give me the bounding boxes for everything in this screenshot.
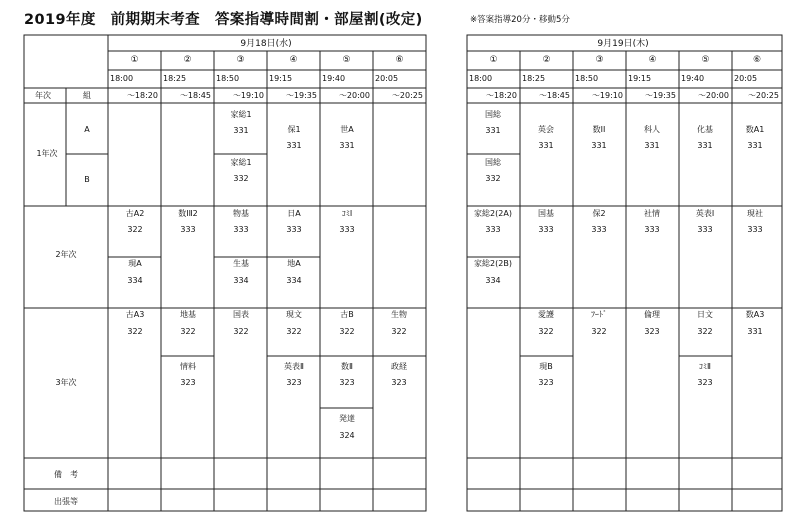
right-date: 9月19日(木) (597, 39, 649, 49)
right-cell-text: 333 (644, 225, 660, 234)
left-period-3: ③ (236, 55, 245, 65)
right-cell-text: 倫理 (644, 310, 660, 319)
right-cell-text: 333 (485, 225, 501, 234)
right-end-time-2: 〜18:45 (538, 91, 570, 100)
right-cell-text: 334 (485, 276, 501, 285)
right-start-time-2: 18:25 (522, 74, 546, 83)
left-cell-text: 322 (127, 225, 143, 234)
left-cell-text: 331 (339, 141, 355, 150)
left-cell-text: 323 (180, 378, 196, 387)
right-cell-text: 323 (538, 378, 554, 387)
left-cell-text: 322 (391, 327, 407, 336)
right-cell-text: ｺﾐⅡ (699, 362, 711, 371)
right-cell-text: 333 (538, 225, 554, 234)
left-period-4: ④ (289, 55, 298, 65)
class-b-label: B (84, 175, 90, 184)
right-cell-text: 国総 (485, 158, 501, 167)
class-a-label: A (84, 125, 90, 134)
right-cell-text: 323 (644, 327, 660, 336)
remarks-label: 備 考 (54, 470, 78, 479)
right-period-2: ② (542, 55, 551, 65)
right-period-1: ① (489, 55, 498, 65)
note-text: ※答案指導20分・移動5分 (470, 15, 570, 25)
right-cell-text: 331 (747, 327, 763, 336)
right-cell-text: 現社 (747, 209, 763, 218)
right-cell-text: 数A3 (745, 310, 765, 319)
right-cell-text: 保2 (592, 209, 606, 218)
left-cell-text: 333 (180, 225, 196, 234)
left-cell-text: 331 (286, 141, 302, 150)
right-start-time-1: 18:00 (469, 74, 493, 83)
left-cell-text: 322 (233, 327, 249, 336)
right-cell-text: 331 (485, 126, 501, 135)
left-cell-text: 地A (287, 259, 301, 268)
right-period-5: ⑤ (701, 55, 710, 65)
left-cell-text: 334 (127, 276, 143, 285)
right-cell-text: 322 (538, 327, 554, 336)
right-cell-text: ﾌｰﾄﾞ (591, 310, 607, 319)
right-end-time-4: 〜19:35 (644, 91, 676, 100)
right-start-time-6: 20:05 (734, 74, 758, 83)
right-cell-text: 数A1 (745, 125, 765, 134)
right-cell-text: 331 (747, 141, 763, 150)
class-header: 組 (83, 91, 91, 100)
left-end-time-6: 〜20:25 (391, 91, 423, 100)
grade2-label: 2年次 (55, 250, 77, 259)
left-table-border (24, 35, 426, 511)
right-period-4: ④ (648, 55, 657, 65)
right-cell-text: 322 (697, 327, 713, 336)
left-period-1: ① (130, 55, 139, 65)
left-cell-text: 世A (340, 125, 354, 134)
right-cell-text: 科人 (644, 125, 660, 134)
right-cell-text: 家総2(2A) (474, 209, 512, 218)
left-cell-text: 333 (339, 225, 355, 234)
left-cell-text: ｺﾐⅠ (341, 209, 353, 218)
right-end-time-5: 〜20:00 (697, 91, 729, 100)
left-cell-text: 331 (233, 126, 249, 135)
left-cell-text: 国表 (233, 310, 249, 319)
right-cell-text: 日文 (697, 310, 713, 319)
right-cell-text: 家総2(2B) (474, 259, 512, 268)
right-cell-text: 現B (539, 362, 553, 371)
business-trip-label: 出張等 (54, 497, 78, 506)
grade3-label: 3年次 (55, 378, 77, 387)
right-cell-text: 331 (538, 141, 554, 150)
right-cell-text: 333 (747, 225, 763, 234)
left-end-time-1: 〜18:20 (126, 91, 158, 100)
right-cell-text: 333 (697, 225, 713, 234)
right-period-3: ③ (595, 55, 604, 65)
left-end-time-4: 〜19:35 (285, 91, 317, 100)
left-period-2: ② (183, 55, 192, 65)
right-start-time-3: 18:50 (575, 74, 599, 83)
left-start-time-1: 18:00 (110, 74, 134, 83)
right-end-time-1: 〜18:20 (485, 91, 517, 100)
right-end-time-3: 〜19:10 (591, 91, 623, 100)
right-cell-text: 数ⅠⅠ (592, 125, 606, 134)
left-cell-text: 332 (233, 174, 249, 183)
left-cell-text: 政経 (391, 362, 407, 371)
left-cell-text: 数Ⅱ (341, 362, 353, 371)
left-cell-text: 333 (286, 225, 302, 234)
left-end-time-5: 〜20:00 (338, 91, 370, 100)
left-cell-text: 日A (287, 209, 301, 218)
left-cell-text: 生物 (391, 310, 407, 319)
right-cell-text: 331 (591, 141, 607, 150)
left-cell-text: 古A2 (125, 209, 145, 218)
right-cell-text: 331 (697, 141, 713, 150)
left-cell-text: 323 (391, 378, 407, 387)
left-cell-text: 地基 (180, 310, 196, 319)
right-cell-text: 322 (591, 327, 607, 336)
left-period-5: ⑤ (342, 55, 351, 65)
left-cell-text: 323 (286, 378, 302, 387)
left-cell-text: 物基 (233, 209, 249, 218)
right-cell-text: 社情 (644, 209, 660, 218)
left-cell-text: 322 (339, 327, 355, 336)
left-cell-text: 数ⅠⅡ2 (178, 209, 198, 218)
year-header: 年次 (35, 91, 51, 100)
right-cell-text: 323 (697, 378, 713, 387)
left-period-6: ⑥ (395, 55, 404, 65)
right-cell-text: 332 (485, 174, 501, 183)
right-start-time-5: 19:40 (681, 74, 705, 83)
right-cell-text: 国基 (538, 209, 554, 218)
left-cell-text: 家総1 (230, 158, 252, 167)
left-cell-text: 323 (339, 378, 355, 387)
right-period-6: ⑥ (752, 55, 762, 65)
left-cell-text: 英表Ⅱ (284, 362, 304, 371)
right-cell-text: 英表Ⅰ (695, 209, 715, 218)
left-cell-text: 生基 (233, 259, 249, 268)
left-start-time-6: 20:05 (375, 74, 399, 83)
left-cell-text: 情料 (180, 362, 196, 371)
grade1-label: 1年次 (36, 149, 58, 158)
left-cell-text: 古B (340, 310, 354, 319)
left-cell-text: 現A (128, 259, 142, 268)
right-cell-text: 国総 (485, 110, 501, 119)
left-cell-text: 334 (233, 276, 249, 285)
left-cell-text: 322 (127, 327, 143, 336)
left-cell-text: 現文 (286, 310, 302, 319)
right-table-border (467, 35, 782, 511)
right-start-time-4: 19:15 (628, 74, 652, 83)
right-cell-text: 331 (644, 141, 660, 150)
left-cell-text: 333 (233, 225, 249, 234)
left-cell-text: 古A3 (125, 310, 145, 319)
left-start-time-4: 19:15 (269, 74, 293, 83)
left-cell-text: 322 (286, 327, 302, 336)
left-start-time-5: 19:40 (322, 74, 346, 83)
left-cell-text: 322 (180, 327, 196, 336)
left-start-time-2: 18:25 (163, 74, 187, 83)
page-title: 2019年度 前期期末考査 答案指導時間割・部屋割(改定) (24, 12, 423, 28)
right-cell-text: 英会 (538, 125, 554, 134)
left-cell-text: 324 (339, 431, 355, 440)
right-cell-text: 愛護 (538, 310, 554, 319)
right-cell-text: 333 (591, 225, 607, 234)
left-cell-text: 334 (286, 276, 302, 285)
left-start-time-3: 18:50 (216, 74, 240, 83)
right-cell-text: 化基 (697, 125, 713, 134)
left-cell-text: 発達 (339, 414, 355, 423)
left-cell-text: 家総1 (230, 110, 252, 119)
left-end-time-2: 〜18:45 (179, 91, 211, 100)
left-cell-text: 保1 (287, 125, 301, 134)
left-end-time-3: 〜19:10 (232, 91, 264, 100)
right-end-time-6: 〜20:25 (747, 91, 779, 100)
left-date: 9月18日(水) (240, 39, 292, 49)
